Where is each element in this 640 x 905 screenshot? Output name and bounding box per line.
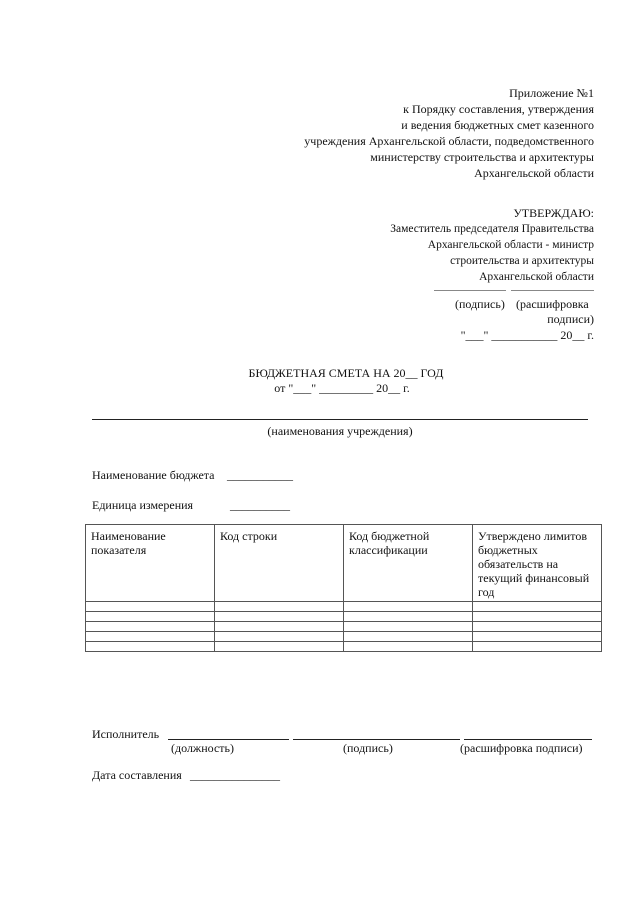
table-header-classification-code: Код бюджетной классификации	[344, 525, 473, 602]
institution-line	[92, 419, 588, 420]
approval-position-3: строительства и архитектуры	[450, 255, 594, 267]
approval-position-2: Архангельской области - министр	[427, 239, 594, 251]
approval-title: УТВЕРЖДАЮ:	[513, 206, 594, 220]
executor-decoding-line	[464, 739, 592, 740]
table-header-row	[86, 525, 602, 602]
table-cell[interactable]	[86, 612, 215, 622]
table-header-line-code: Код строки	[215, 525, 344, 602]
approval-position-4: Архангельской области	[479, 271, 594, 283]
table-cell[interactable]	[215, 602, 344, 612]
budget-name-blank: ___________	[227, 468, 293, 482]
table-cell[interactable]	[344, 642, 473, 652]
table-cell[interactable]	[86, 622, 215, 632]
table-cell[interactable]	[344, 612, 473, 622]
approval-position-1: Заместитель председателя Правительства	[390, 223, 594, 235]
table-header-indicator: Наименование показателя	[86, 525, 215, 602]
table-row	[86, 622, 602, 632]
table-cell[interactable]	[215, 642, 344, 652]
appendix-line-1: Приложение №1	[509, 86, 594, 100]
table-cell[interactable]	[86, 632, 215, 642]
unit-label: Единица измерения	[92, 498, 194, 512]
table-cell[interactable]	[473, 632, 602, 642]
table-cell[interactable]	[473, 622, 602, 632]
table-row	[86, 642, 602, 652]
appendix-line-5: министерству строительства и архитектуры	[370, 150, 594, 164]
table-cell[interactable]	[344, 622, 473, 632]
table-cell[interactable]	[473, 602, 602, 612]
table-cell[interactable]	[215, 622, 344, 632]
table-row	[86, 602, 602, 612]
unit-blank: __________	[230, 498, 290, 512]
executor-signature-caption: (подпись)	[343, 741, 393, 755]
table-cell[interactable]	[473, 642, 602, 652]
approval-decoding-caption-2: подписи)	[547, 312, 594, 326]
compiled-date-label: Дата составления	[92, 768, 182, 782]
approval-decoding-caption-1: (расшифровка	[516, 297, 589, 311]
table-cell[interactable]	[473, 612, 602, 622]
table-cell[interactable]	[86, 642, 215, 652]
table-cell[interactable]	[215, 632, 344, 642]
table-cell[interactable]	[86, 602, 215, 612]
executor-decoding-caption: (расшифровка подписи)	[460, 741, 583, 755]
appendix-line-3: и ведения бюджетных смет казенного	[401, 118, 594, 132]
table-row	[86, 632, 602, 642]
executor-position-caption: (должность)	[171, 741, 234, 755]
table-row	[86, 612, 602, 622]
approval-signature-caption: (подпись)	[455, 297, 505, 311]
table-cell[interactable]	[344, 602, 473, 612]
table-header-approved-limits: Утверждено лимитов бюджетных обязательств на текущий финансовый год	[473, 525, 602, 602]
approval-date-line: "___" ___________ 20__ г.	[460, 328, 594, 342]
appendix-line-6: Архангельской области	[474, 166, 594, 180]
document-date: от "___" _________ 20__ г.	[274, 381, 410, 395]
executor-label: Исполнитель	[92, 727, 160, 741]
approval-signature-line	[434, 290, 506, 291]
appendix-line-2: к Порядку составления, утверждения	[403, 102, 594, 116]
executor-position-line	[168, 739, 289, 740]
table-cell[interactable]	[215, 612, 344, 622]
institution-caption: (наименования учреждения)	[267, 424, 413, 438]
document-title: БЮДЖЕТНАЯ СМЕТА НА 20__ ГОД	[248, 366, 444, 380]
executor-signature-line	[293, 739, 460, 740]
approval-decoding-line	[511, 290, 594, 291]
table-cell[interactable]	[344, 632, 473, 642]
compiled-date-blank: _______________	[190, 768, 280, 782]
appendix-line-4: учреждения Архангельской области, подведомственного	[304, 134, 594, 148]
budget-table	[85, 524, 602, 652]
budget-name-label: Наименование бюджета	[92, 468, 215, 482]
